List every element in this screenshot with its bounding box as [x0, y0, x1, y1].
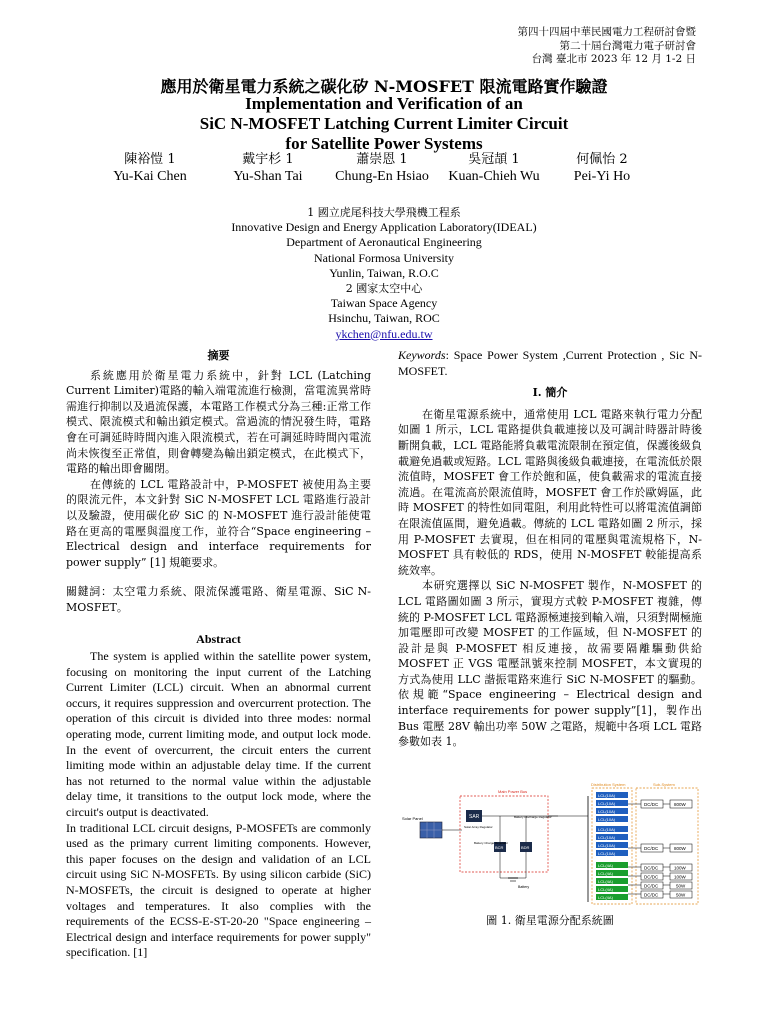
author: 吳冠頡 1 Kuan-Chieh Wu [448, 152, 540, 184]
svg-text:LCL(10A): LCL(10A) [598, 851, 616, 856]
left-column [66, 348, 371, 961]
en-abstract-heading: Abstract [196, 631, 241, 646]
dcdc-load-row [641, 882, 692, 889]
title-chinese: 應用於衛星電力系統之碳化矽 N-MOSFET 限流電路實作驗證 [160, 77, 608, 96]
svg-text:LCL(10A): LCL(10A) [598, 835, 616, 840]
title-english-line-2: SiC N-MOSFET Latching Current Limiter Circuit [199, 114, 569, 133]
sar-label: SAR [469, 814, 480, 820]
title-english-line-1: Implementation and Verification of an [245, 94, 523, 113]
email-link[interactable]: ykchen@nfu.edu.tw [335, 326, 433, 341]
zh-abstract-paragraph-2: 在傳統的 LCL 電路設計中，P-MOSFET 被使用為主要的限流元件，本文針對 SiC N-MOSFET LCL 電路進行設計以及驗證，使用碳化矽 SiC 的 N-MOSFET 進行設計能使電路在更高的電壓與溫度工作，並符合“Space engineering – Electrical design and interface requirements for power supply” [1] 規範要求。 [66, 477, 371, 569]
sub-system-label: Sub-System [653, 782, 675, 787]
affiliation-location-1: Yunlin, Taiwan, R.O.C [329, 265, 439, 280]
keywords-text: : Space Power System ,Current Protection , Sic N-MOSFET. [398, 348, 702, 378]
battery-icon [508, 878, 518, 881]
dcdc-load-row [641, 844, 692, 852]
keywords-label: Keywords [398, 348, 446, 362]
sar-sub-label: Solar Array Regulator [464, 825, 493, 829]
svg-text:LCL(4A): LCL(4A) [598, 895, 613, 900]
svg-text:DC/DC: DC/DC [644, 874, 659, 880]
svg-text:LCL(10A): LCL(10A) [598, 843, 616, 848]
svg-text:LCL(10A): LCL(10A) [598, 809, 616, 814]
svg-text:100W: 100W [674, 874, 686, 880]
battery-label: Battery [518, 885, 530, 889]
author: 何佩怡 2 Pei-Yi Ho [573, 152, 631, 184]
intro-paragraph-2: 本研究選擇以 SiC N-MOSFET 製作，N-MOSFET 的 LCL 電路圖如圖 3 所示，實現方式較 P-MOSFET 複雜，傳統的 P-MOSFET LCL 電路源極連接到輸入端，只須對閘極施加電壓即可改變 MOSFET 的工作區域，但 N-MOSFET 的設計是與 P-MOSFET 相反連接，故需要隔離驅動供給 MOSFET 正 VGS 電壓訊號來控制 MOSFET，本文實現的方式為使用 LLC 諧振電路來進行 SiC N-MOSFET 的驅動。依規範“Space engineering – Electrical design and interface requirements for power supply”[1]，製作出 Bus 電壓 28V 輸出功率 50W 之電路，規範中各項 LCL 電路參數如表 1。 [398, 579, 702, 749]
solar-panel-icon [420, 822, 442, 838]
conference-header [518, 26, 697, 67]
svg-text:100W: 100W [674, 865, 686, 871]
svg-text:LCL(10A): LCL(10A) [598, 817, 616, 822]
en-abstract-paragraph-1: The system is applied within the satellite power system, focusing on monitoring the input current of the Latching Current Limiter (LCL) circuit. When an abnormal current occurs, it requires suppression and overcurrent protection. The operation of this circuit is divided into three modes: normal operating mode, current limiting mode, and output lock mode. In the event of overcurrent, the circuit enters the current limiting mode within an adjustable delay time. If the current has not returned to the normal value within the adjustable delay time, it transitions to the output lock mode, where the circuit's output is deactivated. [66, 649, 371, 820]
affiliation-agency: Taiwan Space Agency [330, 296, 438, 311]
svg-text:LCL(4A): LCL(4A) [598, 863, 613, 868]
svg-text:LCL(4A): LCL(4A) [598, 887, 613, 892]
main-power-bus-box [460, 796, 548, 872]
figure-1-caption: 圖 1. 衛星電源分配系統圖 [486, 914, 614, 927]
title-english-line-3: for Satellite Power Systems [285, 134, 483, 153]
author: 蕭崇恩 1 Chung-En Hsiao [335, 152, 429, 184]
dcdc-load-row [641, 800, 692, 808]
conference-line-2: 第二十屆台灣電力電子研討會 [559, 39, 696, 52]
affiliation-location-2: Hsinchu, Taiwan, ROC [328, 311, 440, 326]
svg-text:50W: 50W [676, 892, 686, 898]
keywords-line [398, 348, 702, 379]
zh-abstract-paragraph-1: 系統應用於衛星電力系統中，針對 LCL (Latching Current Limiter)電路的輸入端電流進行檢測，當電流異常時需進行抑制以及過流保護，本電路工作模式分為三種:正常工作模式、限流模式和輸出鎖定模式。當過流的情況發生時，電路會在可調延時時間內進入限流模式，若在可調延時時間內電流尚未恢復至正常值，則會轉變為輸出鎖定模式，在此模式下，電路的輸出即會關閉。 [66, 368, 371, 476]
affiliation-1-zh: 1 國立虎尾科技大學飛機工程系 [307, 206, 461, 219]
bdr-sub-label: Battery Discharge Regulator [514, 815, 552, 819]
affiliation-lab: Innovative Design and Energy Application Laboratory(IDEAL) [231, 220, 537, 235]
conference-line-1: 第四十四屆中華民國電力工程研討會暨 [517, 26, 696, 38]
svg-text:LCL(4A): LCL(4A) [598, 879, 613, 884]
svg-text:DC/DC: DC/DC [644, 883, 659, 889]
author: 戴宇杉 1 Yu-Shan Tai [233, 152, 303, 184]
author: 陳裕愷 1 Yu-Kai Chen [113, 152, 187, 184]
distribution-system-label: Distribution System [591, 782, 626, 787]
intro-paragraph-1: 在衛星電源系統中，通常使用 LCL 電路來執行電力分配如圖 1 所示，LCL 電路提供負載連接以及可調計時器計時後斷開負載，LCL 電路能將負載電流限制在預定值，保護後級負載避免過載或短路。LCL 電路與後級負載連接，在電流低於限流值時，MOSFET 會工作於飽和區，使負載需求的電流直接流過。在電流高於限流值時，MOSFET 會工作於歐姆區，此時 MOSFET 的特性如同電阻，利用此特性可以將電流值調節在限流值區間，避免過載。傳統的 LCL 電路如圖 2 所示，採用 P-MOSFET 去實現，但在相同的電壓與電流規格下，N-MOSFET 具有較低的 RDS，使用 N-MOSFET 較能提高系統效率。 [398, 407, 702, 577]
affiliation-university: National Formosa University [314, 250, 454, 265]
svg-text:DC/DC: DC/DC [644, 892, 659, 898]
affiliation-department: Department of Aeronautical Engineering [286, 235, 482, 250]
lcl-green-group [596, 862, 628, 900]
en-abstract-paragraph-2: In traditional LCL circuit designs, P-MOSFETs are commonly used as the primary current limiting components. However, this paper focuses on the design and validation of an LCL circuit using SiC N-MOSFETs. By using silicon carbide (SiC) N-MOSFETs, the circuit is designed to operate at higher voltages and temperatures. It also complies with the requirements of the ECSS-E-ST-20-20 "Space engineering – Electrical design and interface requirements for power supply" specification. [1] [66, 820, 371, 960]
zh-keywords: 關鍵詞：太空電力系統、限流保護電路、衛星電源、SiC N-MOSFET。 [66, 585, 371, 614]
bdr-label: BDR [521, 845, 530, 850]
solar-panel-label: Solar Panel [402, 816, 423, 821]
svg-text:LCL(10A): LCL(10A) [598, 827, 616, 832]
svg-text:DC/DC: DC/DC [644, 865, 659, 871]
svg-text:800W: 800W [674, 846, 686, 851]
power-distribution-diagram [398, 782, 702, 908]
conference-line-3: 台灣 臺北市 2023 年 12 月 1-2 日 [531, 53, 696, 65]
dcdc-load-row [641, 873, 692, 880]
intro-heading: I. 簡介 [532, 386, 568, 400]
bcr-sub-label: Battery Charge Regulator [474, 841, 509, 845]
zh-abstract-heading: 摘要 [207, 349, 230, 362]
right-column [398, 348, 702, 750]
affiliation-2-zh: 2 國家太空中心 [345, 282, 423, 296]
svg-text:LCL(10A): LCL(10A) [598, 801, 616, 806]
svg-text:DC/DC: DC/DC [644, 802, 659, 807]
svg-text:50W: 50W [676, 883, 686, 889]
lcl-blue-group [596, 792, 628, 856]
dcdc-load-row [641, 891, 692, 898]
affiliation-block [0, 205, 768, 342]
main-power-bus-label: Main Power Bus [498, 789, 528, 794]
bcr-label: BCR [495, 845, 504, 850]
svg-text:LCL(10A): LCL(10A) [598, 793, 616, 798]
dcdc-load-row [641, 864, 692, 871]
svg-text:LCL(4A): LCL(4A) [598, 871, 613, 876]
svg-text:800W: 800W [674, 802, 686, 807]
svg-text:DC/DC: DC/DC [644, 846, 659, 851]
